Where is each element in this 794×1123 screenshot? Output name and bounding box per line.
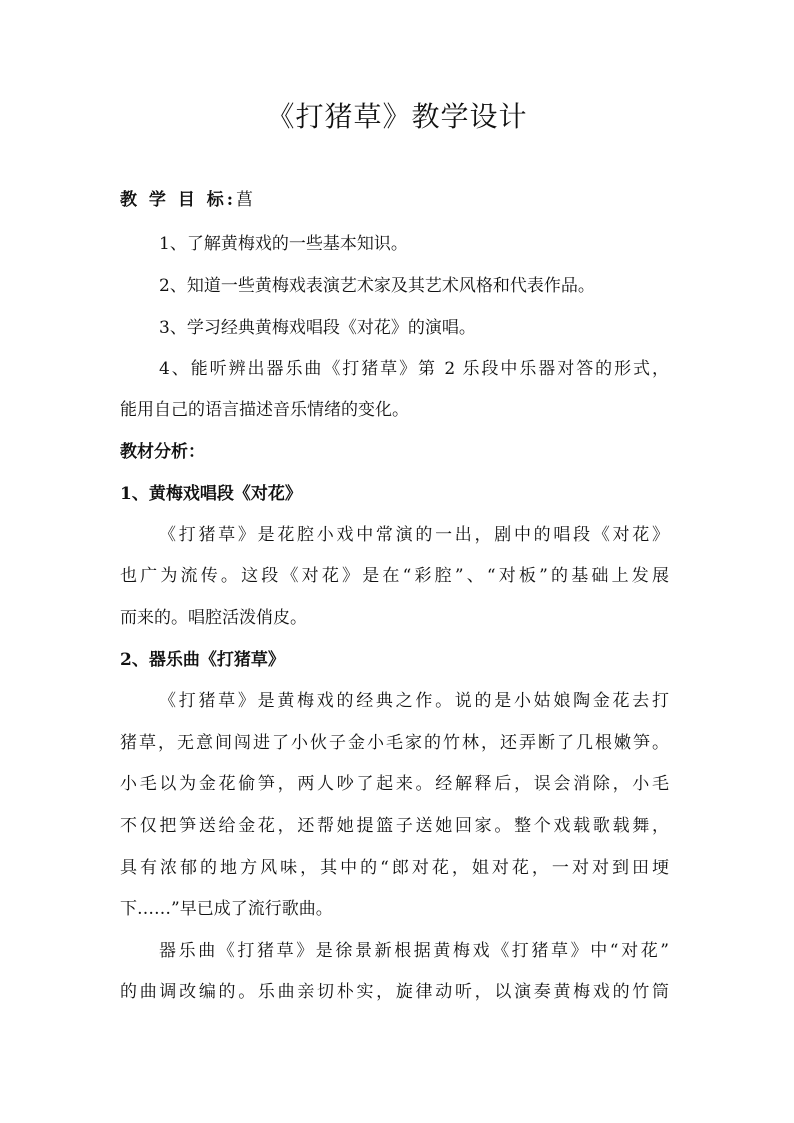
- section2-line: 下……”早已成了流行歌曲。: [120, 899, 333, 919]
- section1-heading: 1、黄梅戏唱段《对花》: [120, 484, 302, 504]
- section2-line: 小毛以为金花偷笋，两人吵了起来。经解释后，误会消除，小毛: [120, 774, 669, 794]
- objectives-heading: [120, 188, 253, 212]
- section2-heading: 2、器乐曲《打猪草》: [120, 650, 285, 670]
- section1-line: 《打猪草》是花腔小戏中常演的一出，剧中的唱段《对花》: [159, 525, 669, 545]
- section2-line: 猪草，无意间闯进了小伙子金小毛家的竹林，还弄断了几根嫩笋。: [120, 733, 669, 753]
- stray-character: 菖: [236, 190, 254, 210]
- objective-item-1: 1、了解黄梅戏的一些基本知识。: [159, 234, 408, 254]
- section2-line: 器乐曲《打猪草》是徐景新根据黄梅戏《打猪草》中“对花”: [159, 941, 669, 961]
- objective-item-2: 2、知道一些黄梅戏表演艺术家及其艺术风格和代表作品。: [159, 276, 595, 296]
- page-title: 《打猪草》教学设计: [266, 100, 528, 133]
- section1-line: 而来的。唱腔活泼俏皮。: [120, 608, 307, 628]
- objectives-label: 教 学 目 标:: [120, 190, 237, 210]
- section2-line: 不仅把笋送给金花，还帮她提篮子送她回家。整个戏载歌载舞，: [120, 816, 669, 836]
- section2-line: 的曲调改编的。乐曲亲切朴实，旋律动听，以演奏黄梅戏的竹筒: [120, 982, 669, 1002]
- section2-line: 具有浓郁的地方风味，其中的“郎对花，姐对花，一对对到田埂: [120, 858, 669, 878]
- analysis-heading: 教材分析：: [120, 442, 205, 462]
- objective-item-3: 3、学习经典黄梅戏唱段《对花》的演唱。: [159, 318, 476, 338]
- section2-line: 《打猪草》是黄梅戏的经典之作。说的是小姑娘陶金花去打: [159, 691, 669, 711]
- objective-item-4-continued: 能用自己的语言描述音乐情绪的变化。: [120, 400, 409, 420]
- objective-item-4: 4、能听辨出器乐曲《打猪草》第 2 乐段中乐器对答的形式，: [159, 359, 669, 379]
- section1-line: 也广为流传。这段《对花》是在“彩腔”、“对板”的基础上发展: [120, 566, 669, 586]
